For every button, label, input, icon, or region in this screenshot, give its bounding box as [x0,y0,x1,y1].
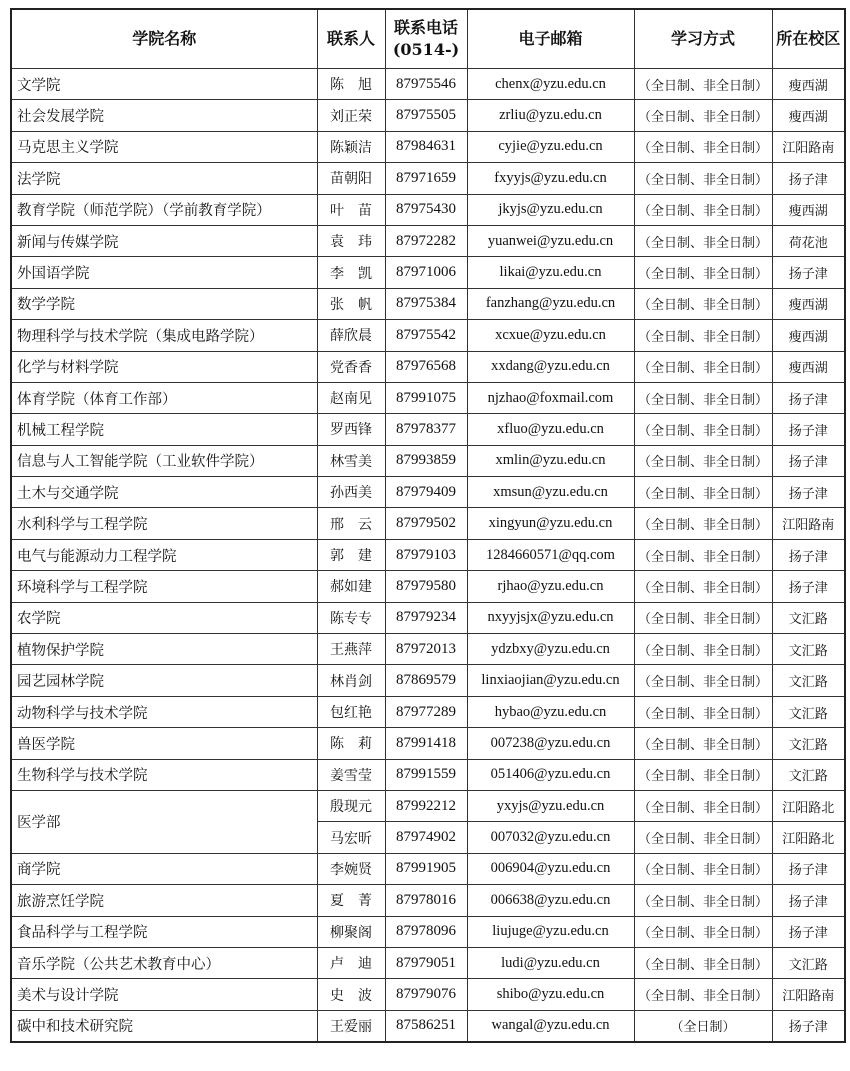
phone-cell: 87972013 [385,634,467,665]
college-name-cell: 法学院 [11,163,317,194]
phone-cell: 87972282 [385,225,467,256]
campus-cell: 瘦西湖 [772,351,845,382]
email-cell: shibo@yzu.edu.cn [467,979,634,1010]
contact-person-cell: 郭 建 [317,539,385,570]
study-mode-cell: （全日制、非全日制） [634,257,772,288]
study-mode-cell: （全日制、非全日制） [634,288,772,319]
college-name-cell: 教育学院（师范学院）（学前教育学院） [11,194,317,225]
email-cell: xmlin@yzu.edu.cn [467,445,634,476]
email-cell: likai@yzu.edu.cn [467,257,634,288]
contact-person-cell: 陈 莉 [317,728,385,759]
college-name-cell: 文学院 [11,69,317,100]
study-mode-cell: （全日制、非全日制） [634,225,772,256]
college-name-cell: 农学院 [11,602,317,633]
table-row [11,696,845,727]
table-row [11,947,845,978]
contact-person-cell: 林雪美 [317,445,385,476]
study-mode-cell: （全日制、非全日制） [634,351,772,382]
header-contact: 联系人 [317,9,385,69]
email-cell: nxyyjsjx@yzu.edu.cn [467,602,634,633]
table-row [11,225,845,256]
college-name-cell: 环境科学与工程学院 [11,571,317,602]
college-name-cell: 植物保护学院 [11,634,317,665]
email-cell: yxyjs@yzu.edu.cn [467,790,634,821]
study-mode-cell: （全日制、非全日制） [634,979,772,1010]
phone-cell: 87991559 [385,759,467,790]
header-phone [385,9,467,69]
phone-cell: 87993859 [385,445,467,476]
phone-cell: 87979051 [385,947,467,978]
table-row [11,602,845,633]
phone-cell: 87978016 [385,885,467,916]
campus-cell: 瘦西湖 [772,69,845,100]
contact-person-cell: 卢 迪 [317,947,385,978]
table-row [11,885,845,916]
college-name-cell: 音乐学院（公共艺术教育中心） [11,947,317,978]
study-mode-cell: （全日制、非全日制） [634,853,772,884]
contact-person-cell: 苗朝阳 [317,163,385,194]
email-cell: ydzbxy@yzu.edu.cn [467,634,634,665]
college-name-cell: 外国语学院 [11,257,317,288]
college-name-cell: 美术与设计学院 [11,979,317,1010]
table-row [11,571,845,602]
study-mode-cell: （全日制、非全日制） [634,728,772,759]
contact-person-cell: 邢 云 [317,508,385,539]
email-cell: xmsun@yzu.edu.cn [467,477,634,508]
campus-cell: 文汇路 [772,634,845,665]
phone-cell: 87586251 [385,1010,467,1042]
email-cell: fxyyjs@yzu.edu.cn [467,163,634,194]
table-row [11,414,845,445]
phone-cell: 87979076 [385,979,467,1010]
campus-cell: 文汇路 [772,665,845,696]
email-cell: xingyun@yzu.edu.cn [467,508,634,539]
study-mode-cell: （全日制、非全日制） [634,477,772,508]
table-row [11,100,845,131]
phone-cell: 87975384 [385,288,467,319]
table-body [11,69,845,1043]
email-cell: 006904@yzu.edu.cn [467,853,634,884]
study-mode-cell: （全日制、非全日制） [634,947,772,978]
campus-cell: 扬子津 [772,853,845,884]
contact-person-cell: 赵南见 [317,382,385,413]
campus-cell: 扬子津 [772,163,845,194]
study-mode-cell: （全日制、非全日制） [634,822,772,853]
college-name-cell: 商学院 [11,853,317,884]
contact-person-cell: 殷现元 [317,790,385,821]
phone-cell: 87992212 [385,790,467,821]
campus-cell: 江阳路南 [772,979,845,1010]
contact-person-cell: 张 帆 [317,288,385,319]
table-row [11,979,845,1010]
phone-cell: 87974902 [385,822,467,853]
contact-person-cell: 李 凯 [317,257,385,288]
college-name-cell: 旅游烹饪学院 [11,885,317,916]
table-row [11,163,845,194]
header-campus: 所在校区 [772,9,845,69]
phone-cell: 87978096 [385,916,467,947]
study-mode-cell: （全日制、非全日制） [634,163,772,194]
email-cell: cyjie@yzu.edu.cn [467,131,634,162]
table-row [11,1010,845,1042]
study-mode-cell: （全日制、非全日制） [634,696,772,727]
campus-cell: 扬子津 [772,257,845,288]
table-row [11,665,845,696]
email-cell: zrliu@yzu.edu.cn [467,100,634,131]
email-cell: njzhao@foxmail.com [467,382,634,413]
college-name-cell: 新闻与传媒学院 [11,225,317,256]
table-row [11,853,845,884]
header-phone-line2: (0514-) [392,40,460,59]
college-name-cell: 物理科学与技术学院（集成电路学院） [11,320,317,351]
campus-cell: 瘦西湖 [772,100,845,131]
campus-cell: 文汇路 [772,602,845,633]
email-cell: 006638@yzu.edu.cn [467,885,634,916]
college-name-cell: 信息与人工智能学院（工业软件学院） [11,445,317,476]
phone-cell: 87991418 [385,728,467,759]
phone-cell: 87978377 [385,414,467,445]
contact-person-cell: 刘正荣 [317,100,385,131]
college-name-cell: 兽医学院 [11,728,317,759]
contact-person-cell: 史 波 [317,979,385,1010]
campus-cell: 文汇路 [772,728,845,759]
campus-cell: 文汇路 [772,696,845,727]
phone-cell: 87975430 [385,194,467,225]
table-row [11,351,845,382]
phone-cell: 87975542 [385,320,467,351]
college-name-cell: 土木与交通学院 [11,477,317,508]
phone-cell: 87977289 [385,696,467,727]
table-row [11,539,845,570]
study-mode-cell: （全日制、非全日制） [634,571,772,602]
college-name-cell: 机械工程学院 [11,414,317,445]
header-college: 学院名称 [11,9,317,69]
table-row [11,382,845,413]
campus-cell: 荷花池 [772,225,845,256]
table-row [11,790,845,821]
table-row [11,194,845,225]
phone-cell: 87976568 [385,351,467,382]
header-row [11,9,845,69]
table-row [11,288,845,319]
email-cell: xfluo@yzu.edu.cn [467,414,634,445]
contact-person-cell: 夏 菁 [317,885,385,916]
phone-cell: 87979409 [385,477,467,508]
study-mode-cell: （全日制、非全日制） [634,634,772,665]
college-name-cell: 碳中和技术研究院 [11,1010,317,1042]
campus-cell: 文汇路 [772,759,845,790]
college-name-cell: 水利科学与工程学院 [11,508,317,539]
campus-cell: 江阳路南 [772,131,845,162]
study-mode-cell: （全日制、非全日制） [634,414,772,445]
email-cell: rjhao@yzu.edu.cn [467,571,634,602]
email-cell: chenx@yzu.edu.cn [467,69,634,100]
contact-person-cell: 叶 苗 [317,194,385,225]
contact-person-cell: 陈颖洁 [317,131,385,162]
college-name-cell: 社会发展学院 [11,100,317,131]
table-row [11,508,845,539]
study-mode-cell: （全日制、非全日制） [634,69,772,100]
table-row [11,634,845,665]
phone-cell: 87869579 [385,665,467,696]
contact-person-cell: 孙西美 [317,477,385,508]
email-cell: 007032@yzu.edu.cn [467,822,634,853]
contact-person-cell: 林肖剑 [317,665,385,696]
campus-cell: 扬子津 [772,445,845,476]
college-name-cell: 医学部 [11,790,317,853]
study-mode-cell: （全日制） [634,1010,772,1042]
header-email: 电子邮箱 [467,9,634,69]
college-name-cell: 马克思主义学院 [11,131,317,162]
email-cell: 051406@yzu.edu.cn [467,759,634,790]
table-row [11,477,845,508]
header-mode: 学习方式 [634,9,772,69]
campus-cell: 扬子津 [772,477,845,508]
table-row [11,131,845,162]
email-cell: 1284660571@qq.com [467,539,634,570]
campus-cell: 瘦西湖 [772,194,845,225]
college-name-cell: 园艺园林学院 [11,665,317,696]
contact-person-cell: 姜雪莹 [317,759,385,790]
contact-person-cell: 柳聚阁 [317,916,385,947]
study-mode-cell: （全日制、非全日制） [634,665,772,696]
phone-cell: 87984631 [385,131,467,162]
contact-person-cell: 薛欣晨 [317,320,385,351]
email-cell: hybao@yzu.edu.cn [467,696,634,727]
study-mode-cell: （全日制、非全日制） [634,194,772,225]
campus-cell: 扬子津 [772,571,845,602]
college-name-cell: 数学学院 [11,288,317,319]
email-cell: 007238@yzu.edu.cn [467,728,634,759]
campus-cell: 扬子津 [772,916,845,947]
study-mode-cell: （全日制、非全日制） [634,320,772,351]
phone-cell: 87979502 [385,508,467,539]
campus-cell: 扬子津 [772,382,845,413]
college-name-cell: 电气与能源动力工程学院 [11,539,317,570]
phone-cell: 87991075 [385,382,467,413]
study-mode-cell: （全日制、非全日制） [634,131,772,162]
campus-cell: 扬子津 [772,414,845,445]
contacts-table [10,8,846,1043]
college-name-cell: 食品科学与工程学院 [11,916,317,947]
contact-person-cell: 王燕萍 [317,634,385,665]
campus-cell: 文汇路 [772,947,845,978]
campus-cell: 瘦西湖 [772,288,845,319]
contact-person-cell: 王爱丽 [317,1010,385,1042]
campus-cell: 瘦西湖 [772,320,845,351]
phone-cell: 87971006 [385,257,467,288]
table-row [11,728,845,759]
study-mode-cell: （全日制、非全日制） [634,539,772,570]
phone-cell: 87975505 [385,100,467,131]
study-mode-cell: （全日制、非全日制） [634,602,772,633]
email-cell: yuanwei@yzu.edu.cn [467,225,634,256]
college-name-cell: 化学与材料学院 [11,351,317,382]
phone-cell: 87971659 [385,163,467,194]
study-mode-cell: （全日制、非全日制） [634,445,772,476]
contact-person-cell: 李婉贤 [317,853,385,884]
email-cell: liujuge@yzu.edu.cn [467,916,634,947]
email-cell: ludi@yzu.edu.cn [467,947,634,978]
study-mode-cell: （全日制、非全日制） [634,885,772,916]
campus-cell: 江阳路北 [772,790,845,821]
phone-cell: 87991905 [385,853,467,884]
study-mode-cell: （全日制、非全日制） [634,790,772,821]
email-cell: jkyjs@yzu.edu.cn [467,194,634,225]
study-mode-cell: （全日制、非全日制） [634,100,772,131]
campus-cell: 江阳路北 [772,822,845,853]
table-row [11,69,845,100]
email-cell: wangal@yzu.edu.cn [467,1010,634,1042]
contact-person-cell: 罗西锋 [317,414,385,445]
campus-cell: 扬子津 [772,885,845,916]
email-cell: linxiaojian@yzu.edu.cn [467,665,634,696]
contact-person-cell: 袁 玮 [317,225,385,256]
contact-person-cell: 陈 旭 [317,69,385,100]
contact-person-cell: 陈专专 [317,602,385,633]
study-mode-cell: （全日制、非全日制） [634,916,772,947]
email-cell: xxdang@yzu.edu.cn [467,351,634,382]
contact-person-cell: 党香香 [317,351,385,382]
email-cell: xcxue@yzu.edu.cn [467,320,634,351]
table-row [11,257,845,288]
contact-person-cell: 郝如建 [317,571,385,602]
contact-person-cell: 马宏昕 [317,822,385,853]
college-name-cell: 体育学院（体育工作部） [11,382,317,413]
campus-cell: 扬子津 [772,539,845,570]
phone-cell: 87979234 [385,602,467,633]
phone-cell: 87979103 [385,539,467,570]
header-phone-line1: 联系电话 [393,18,458,37]
table-row [11,916,845,947]
contact-person-cell: 包红艳 [317,696,385,727]
phone-cell: 87979580 [385,571,467,602]
campus-cell: 江阳路南 [772,508,845,539]
study-mode-cell: （全日制、非全日制） [634,382,772,413]
table-row [11,320,845,351]
study-mode-cell: （全日制、非全日制） [634,508,772,539]
table-row [11,759,845,790]
campus-cell: 扬子津 [772,1010,845,1042]
college-name-cell: 生物科学与技术学院 [11,759,317,790]
study-mode-cell: （全日制、非全日制） [634,759,772,790]
phone-cell: 87975546 [385,69,467,100]
email-cell: fanzhang@yzu.edu.cn [467,288,634,319]
table-row [11,445,845,476]
college-name-cell: 动物科学与技术学院 [11,696,317,727]
